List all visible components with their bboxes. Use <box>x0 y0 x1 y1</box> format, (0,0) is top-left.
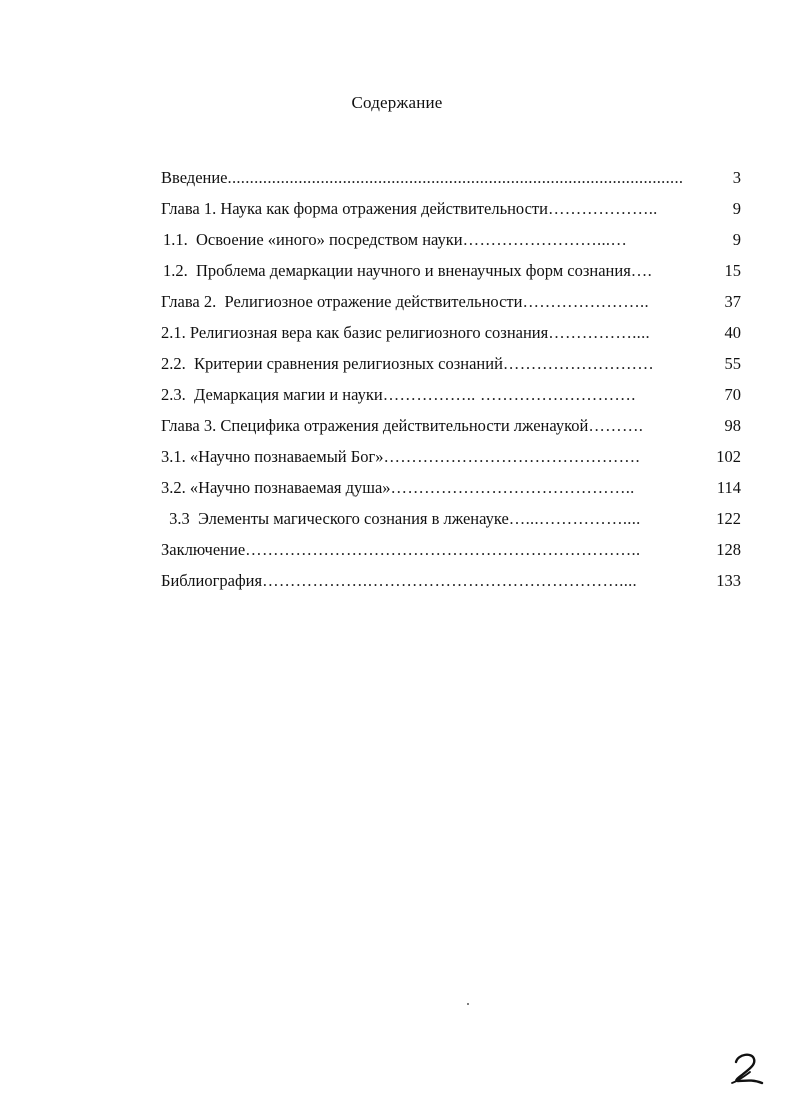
toc-entry <box>161 475 741 506</box>
scan-speck <box>467 1003 469 1005</box>
toc-entry-page: 102 <box>716 447 741 466</box>
toc-dot-leader: ……………………… <box>502 354 655 373</box>
toc-entry-title: Заключение <box>161 540 246 559</box>
toc-entry-title: 2.1. Религиозная вера как базис религиозного сознания <box>161 323 549 342</box>
toc-entry <box>161 196 741 227</box>
toc-dot-leader: ……………………...… <box>462 230 628 249</box>
toc-entry-title: 1.2. Проблема демаркации научного и вненаучных форм сознания <box>163 261 631 280</box>
toc-entry-page: 55 <box>724 354 741 373</box>
toc-entry-page: 114 <box>716 478 741 497</box>
toc-entry-page: 128 <box>716 540 741 559</box>
toc-entry <box>161 289 741 320</box>
toc-entry-page: 37 <box>724 292 741 311</box>
toc-entry <box>161 165 741 196</box>
toc-entry-page: 40 <box>724 323 741 342</box>
toc-entry-page: 9 <box>732 230 741 249</box>
toc-dot-leader: …………….. ………………………. <box>382 385 636 404</box>
toc-dot-leader: ………………….. <box>522 292 649 311</box>
toc-entry-title: Глава 1. Наука как форма отражения действительности <box>161 199 548 218</box>
toc-dot-leader: ………………………………………. <box>383 447 640 466</box>
toc-entry <box>161 506 741 537</box>
table-of-contents <box>161 165 741 599</box>
toc-entry-title: 2.3. Демаркация магии и науки <box>161 385 383 404</box>
toc-entry <box>161 568 741 599</box>
toc-entry-title: Библиография <box>161 571 263 590</box>
toc-entry-page: 3 <box>732 168 741 187</box>
toc-entry <box>161 258 741 289</box>
toc-entry-page: 98 <box>724 416 741 435</box>
toc-entry <box>161 382 741 413</box>
handwritten-page-number-mark <box>728 1050 768 1086</box>
toc-entry-page: 122 <box>716 509 741 528</box>
toc-entry-title: 1.1. Освоение «иного» посредством науки <box>163 230 463 249</box>
toc-entry <box>161 537 741 568</box>
toc-entry-title: 3.3 Элементы магического сознания в лженауке <box>165 509 509 528</box>
toc-entry-title: 3.1. «Научно познаваемый Бог» <box>161 447 384 466</box>
toc-dot-leader: …. <box>630 261 653 280</box>
toc-entry-page: 9 <box>732 199 741 218</box>
toc-dot-leader: …………….... <box>548 323 650 342</box>
toc-entry-page: 133 <box>716 571 741 590</box>
toc-entry-title: 3.2. «Научно познаваемая душа» <box>161 478 391 497</box>
toc-entry <box>161 444 741 475</box>
toc-entry-title: Глава 3. Специфика отражения действительности лженаукой <box>161 416 589 435</box>
toc-dot-leader: ....................................................................................................... <box>227 168 684 187</box>
toc-dot-leader: ……………….……………………………………….... <box>262 571 637 590</box>
toc-entry-title: 2.2. Критерии сравнения религиозных сознаний <box>161 354 503 373</box>
toc-entry-page: 15 <box>724 261 741 280</box>
toc-dot-leader: ………. <box>588 416 644 435</box>
toc-dot-leader: …...…………….... <box>508 509 641 528</box>
toc-entry <box>161 413 741 444</box>
toc-dot-leader: …………………………………….. <box>390 478 635 497</box>
toc-dot-leader: …………………………………………………………….. <box>245 540 641 559</box>
toc-entry-title: Введение <box>161 168 228 187</box>
toc-entry-title: Глава 2. Религиозное отражение действительности <box>161 292 523 311</box>
toc-entry-page: 70 <box>724 385 741 404</box>
toc-entry <box>161 227 741 258</box>
toc-entry <box>161 351 741 382</box>
toc-entry <box>161 320 741 351</box>
toc-dot-leader: ……………….. <box>547 199 658 218</box>
page-title: Содержание <box>351 93 443 112</box>
